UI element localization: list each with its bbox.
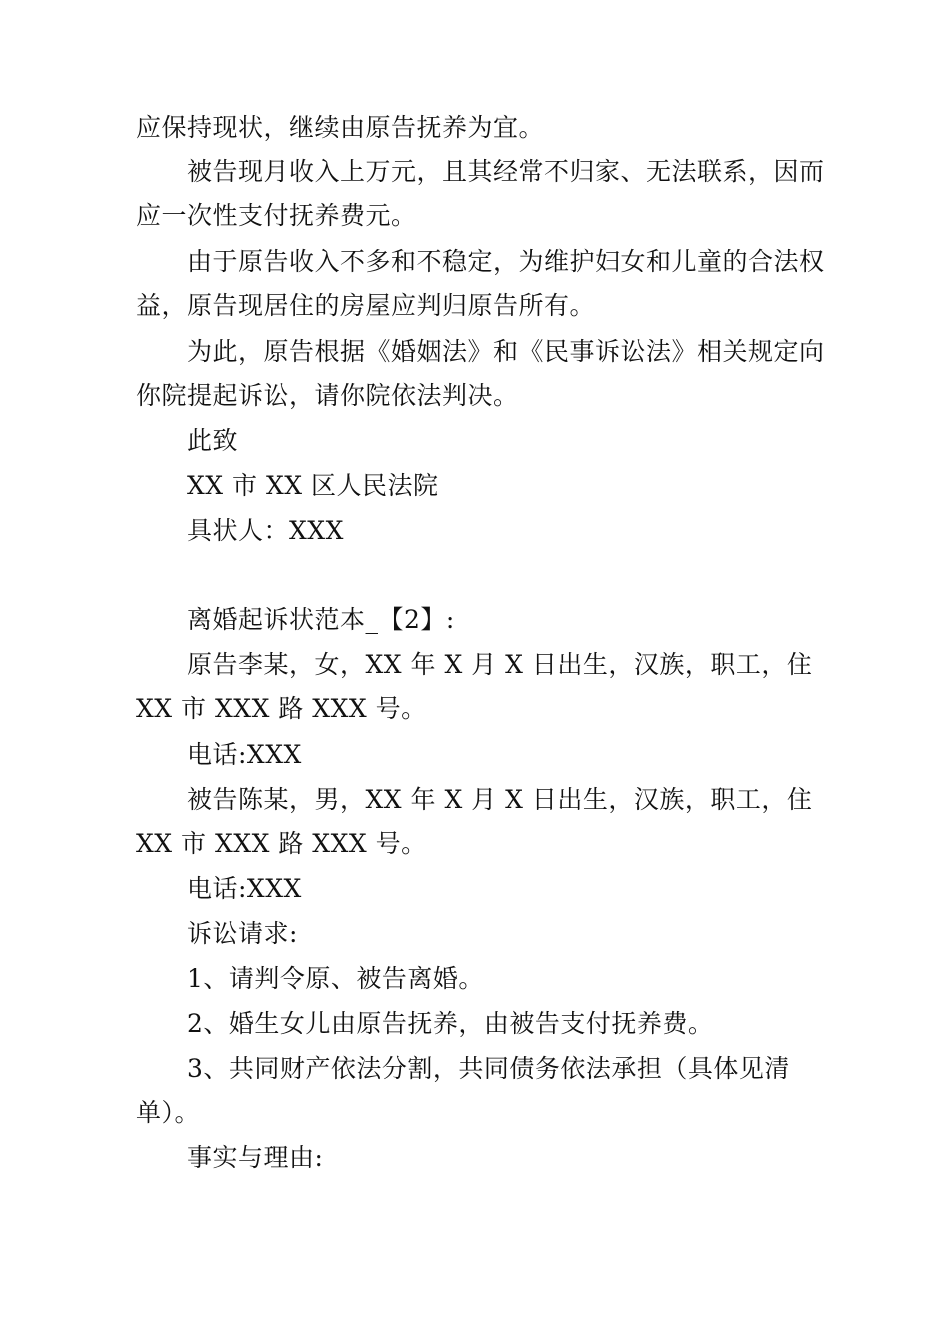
text-line: 你院提起诉讼，请你院依法判决。 bbox=[136, 381, 519, 410]
list-item: 1、请判令原、被告离婚。 bbox=[187, 964, 484, 993]
text-line: 被告现月收入上万元，且其经常不归家、无法联系，因而 bbox=[187, 157, 825, 186]
text-line: 由于原告收入不多和不稳定，为维护妇女和儿童的合法权 bbox=[187, 247, 825, 276]
text-line: 被告陈某，男，XX 年 X 月 X 日出生，汉族，职工，住 bbox=[187, 785, 813, 814]
list-item: 3、共同财产依法分割，共同债务依法承担（具体见清 bbox=[187, 1054, 790, 1083]
plaintiff-signature: 具状人：XXX bbox=[187, 516, 344, 545]
text-line: 益，原告现居住的房屋应判归原告所有。 bbox=[136, 291, 596, 320]
text-line: XX 市 XXX 路 XXX 号。 bbox=[136, 829, 427, 858]
text-line: 为此，原告根据《婚姻法》和《民事诉讼法》相关规定向 bbox=[187, 337, 825, 366]
text-line: 单）。 bbox=[136, 1098, 201, 1127]
text-line: 电话:XXX bbox=[187, 740, 302, 769]
text-line: 应保持现状，继续由原告抚养为宜。 bbox=[136, 113, 545, 142]
text-line: 此致 bbox=[187, 426, 239, 455]
section-heading: 离婚起诉状范本_【2】: bbox=[187, 605, 455, 634]
section-heading: 事实与理由: bbox=[187, 1143, 324, 1172]
text-line: 应一次性支付抚养费元。 bbox=[136, 201, 417, 230]
text-line: 电话:XXX bbox=[187, 874, 302, 903]
addressee-court: XX 市 XX 区人民法院 bbox=[187, 471, 439, 500]
text-line: 诉讼请求: bbox=[187, 919, 298, 948]
list-item: 2、婚生女儿由原告抚养，由被告支付抚养费。 bbox=[187, 1009, 714, 1038]
text-line: 原告李某，女，XX 年 X 月 X 日出生，汉族，职工，住 bbox=[187, 650, 813, 679]
text-line: XX 市 XXX 路 XXX 号。 bbox=[136, 694, 427, 723]
